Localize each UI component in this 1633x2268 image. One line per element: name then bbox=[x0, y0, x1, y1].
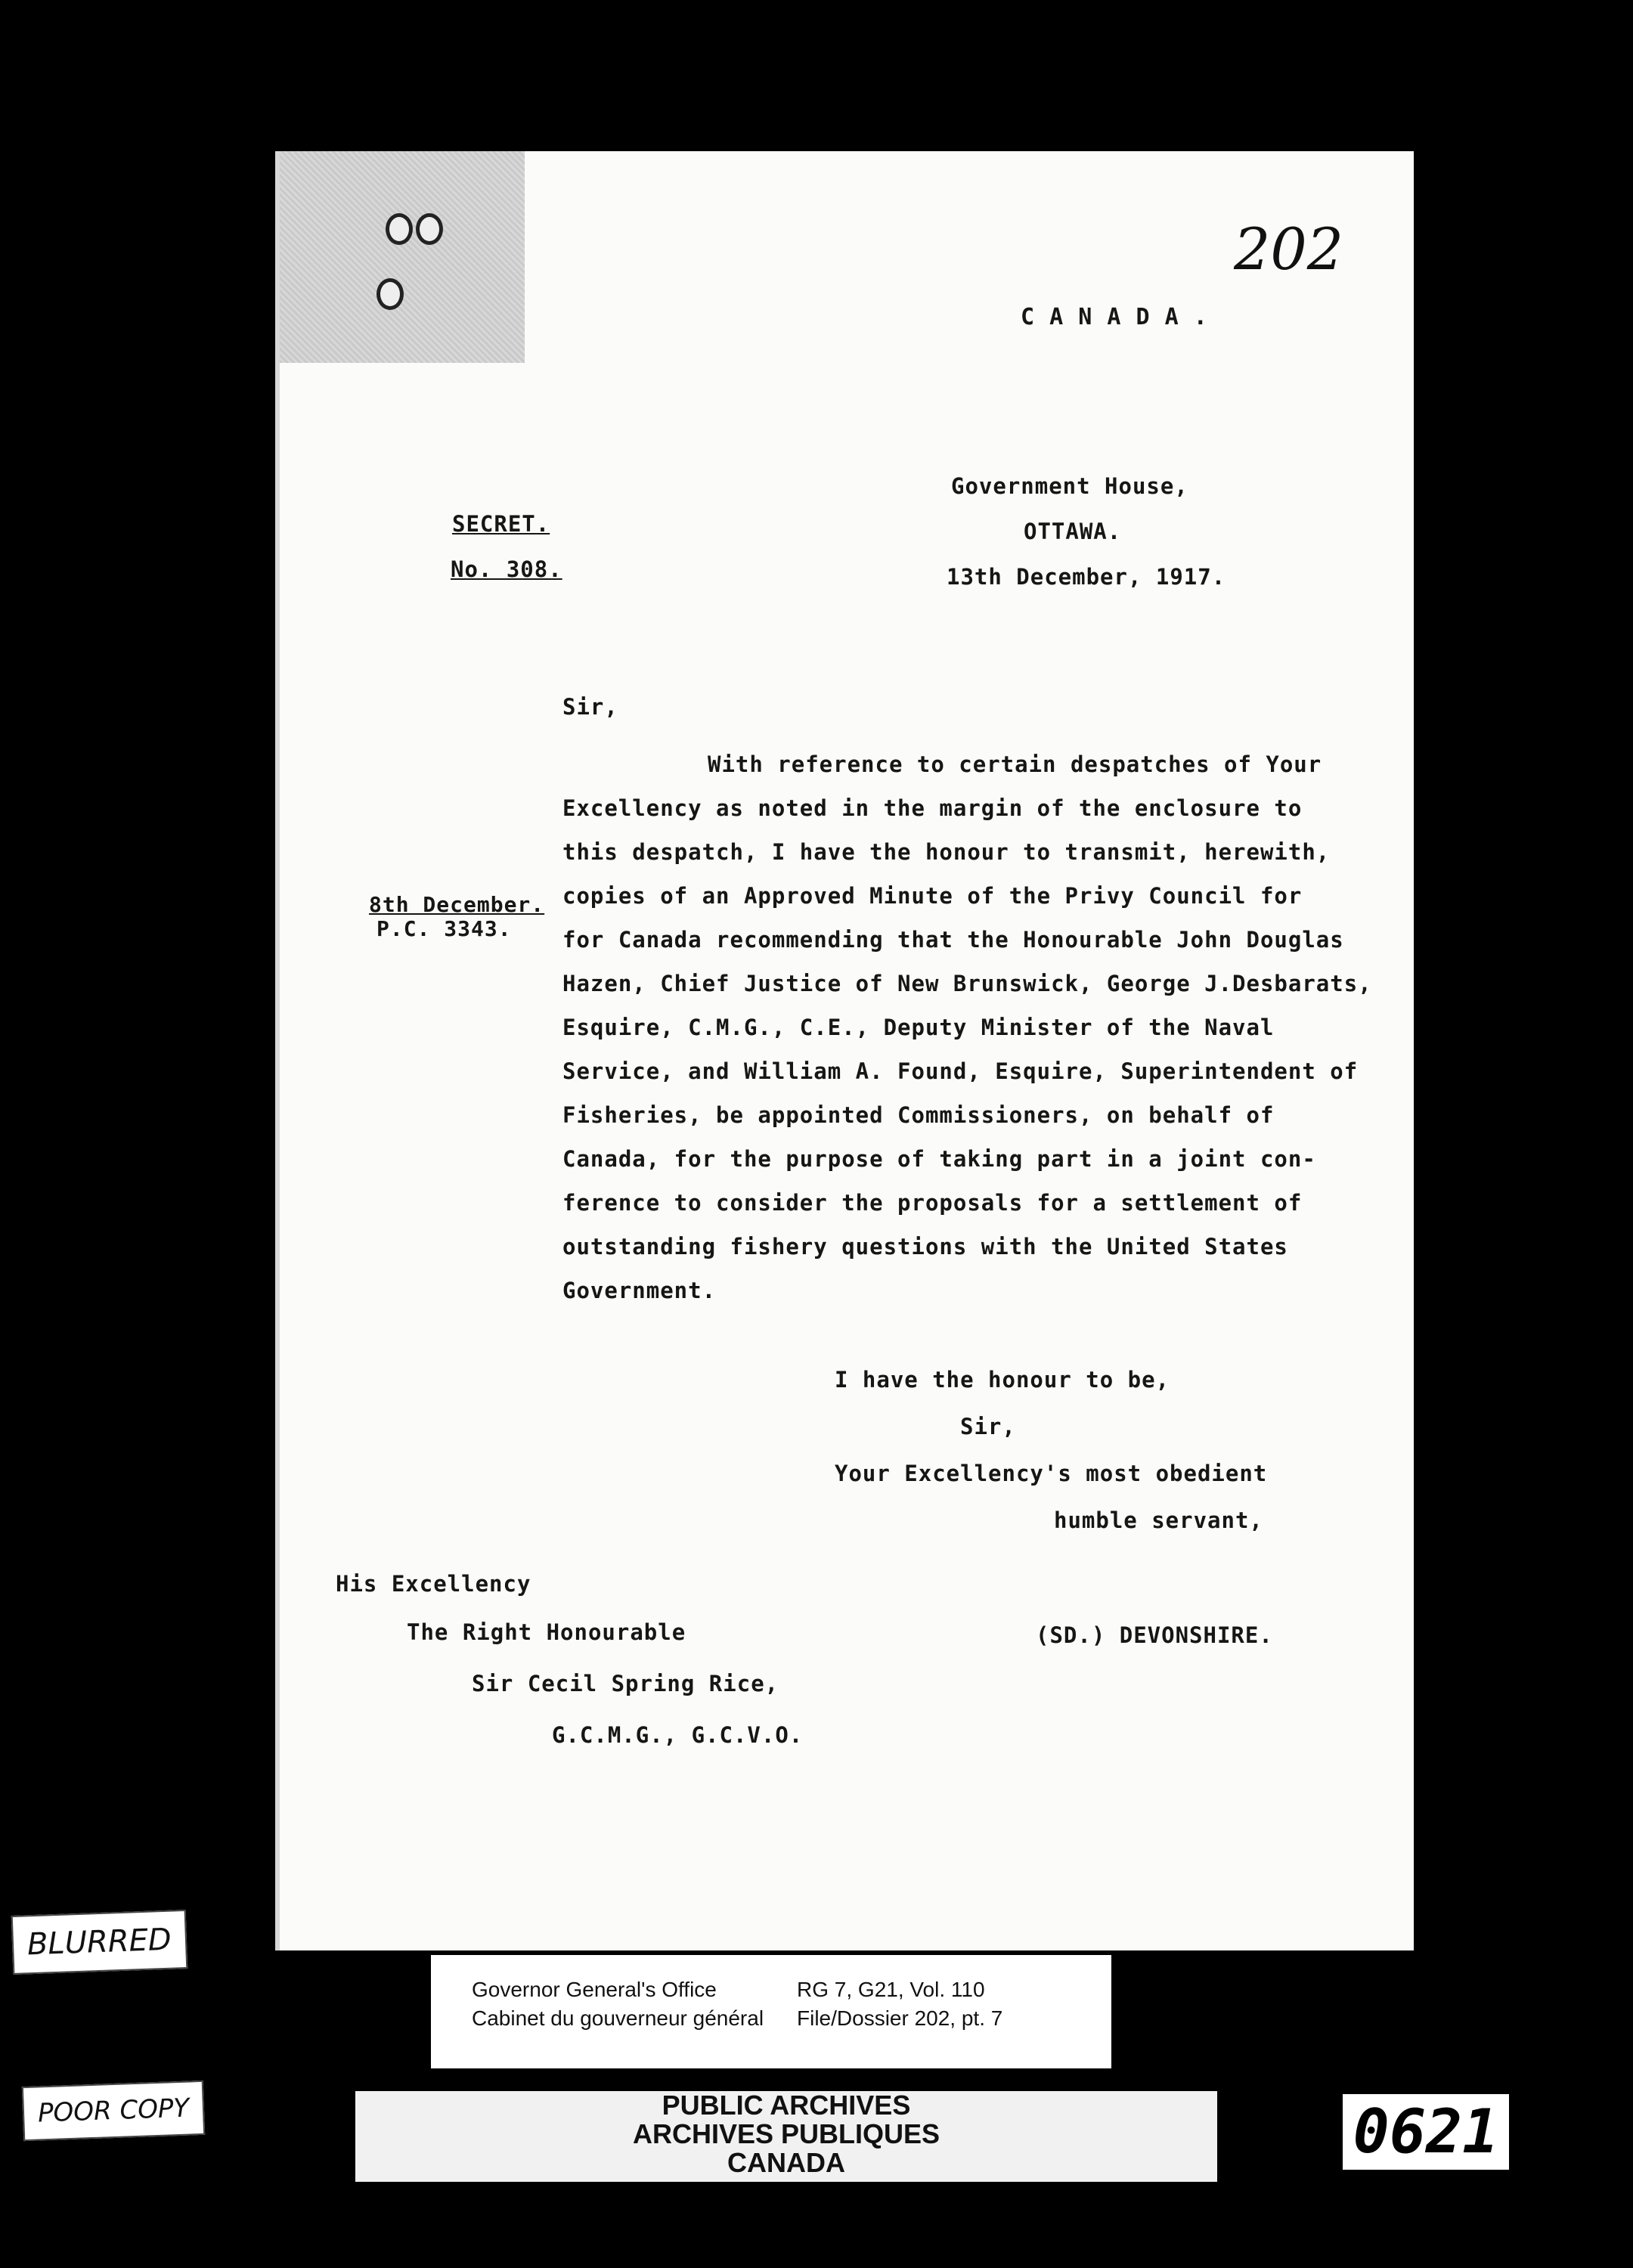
addressee-line: The Right Honourable bbox=[407, 1619, 686, 1645]
handwritten-page-number: 202 bbox=[1234, 215, 1344, 283]
closing-line: Your Excellency's most obedient bbox=[835, 1461, 1268, 1486]
office-french: Cabinet du gouverneur général bbox=[472, 2006, 764, 2030]
signature: (SD.) DEVONSHIRE. bbox=[1036, 1622, 1273, 1648]
country-heading: C A N A D A . bbox=[1021, 304, 1208, 330]
punch-hole bbox=[416, 213, 443, 245]
margin-note-date: 8th December. bbox=[369, 892, 545, 917]
salutation: Sir, bbox=[562, 694, 618, 720]
punch-hole bbox=[386, 213, 413, 245]
closing-line: Sir, bbox=[960, 1414, 1016, 1439]
archive-stamp-line: PUBLIC ARCHIVES bbox=[662, 2090, 911, 2121]
body-line: Government. bbox=[562, 1278, 717, 1303]
body-line: Fisheries, be appointed Commissioners, on behalf of bbox=[562, 1102, 1275, 1128]
despatch-number: No. 308. bbox=[451, 556, 562, 582]
archive-file: File/Dossier 202, pt. 7 bbox=[797, 2006, 1003, 2030]
closing-line: humble servant, bbox=[1054, 1507, 1263, 1533]
addressee-line: Sir Cecil Spring Rice, bbox=[472, 1671, 779, 1696]
archive-stamp bbox=[355, 2091, 1217, 2182]
paper-corner bbox=[280, 151, 525, 363]
body-line: Esquire, C.M.G., C.E., Deputy Minister of the Naval bbox=[562, 1015, 1275, 1040]
archive-label bbox=[431, 1955, 1111, 2068]
margin-note-reference: P.C. 3343. bbox=[376, 916, 512, 941]
closing-line: I have the honour to be, bbox=[835, 1367, 1170, 1393]
body-line: With reference to certain despatches of Your bbox=[708, 751, 1322, 777]
archive-reference: RG 7, G21, Vol. 110 bbox=[797, 1978, 985, 2001]
punch-hole bbox=[376, 278, 404, 310]
address-line-2: OTTAWA. bbox=[1024, 519, 1122, 544]
office-english: Governor General's Office bbox=[472, 1978, 717, 2001]
address-line-1: Government House, bbox=[951, 473, 1188, 499]
body-line: this despatch, I have the honour to transmit, herewith, bbox=[562, 839, 1331, 865]
archive-stamp-line: CANADA bbox=[727, 2147, 845, 2178]
body-line: ference to consider the proposals for a settlement of bbox=[562, 1190, 1303, 1216]
body-line: outstanding fishery questions with the United States bbox=[562, 1234, 1288, 1259]
body-line: copies of an Approved Minute of the Privy Council for bbox=[562, 883, 1303, 909]
addressee-line: His Excellency bbox=[336, 1571, 531, 1597]
classification: SECRET. bbox=[452, 511, 550, 537]
body-line: Canada, for the purpose of taking part in a joint con- bbox=[562, 1146, 1316, 1172]
frame-number: 0621 bbox=[1343, 2094, 1509, 2170]
addressee-line: G.C.M.G., G.C.V.O. bbox=[552, 1722, 804, 1748]
letter-date: 13th December, 1917. bbox=[947, 564, 1226, 590]
poor-copy-note: POOR COPY bbox=[22, 2081, 206, 2141]
archive-stamp-line: ARCHIVES PUBLIQUES bbox=[632, 2118, 940, 2149]
body-line: for Canada recommending that the Honourable John Douglas bbox=[562, 927, 1344, 953]
document-page bbox=[275, 151, 1414, 1950]
body-line: Hazen, Chief Justice of New Brunswick, George J.Desbarats, bbox=[562, 971, 1372, 996]
body-line: Service, and William A. Found, Esquire, Superintendent of bbox=[562, 1058, 1359, 1084]
blurred-note: BLURRED bbox=[11, 1910, 187, 1975]
body-line: Excellency as noted in the margin of the enclosure to bbox=[562, 795, 1303, 821]
